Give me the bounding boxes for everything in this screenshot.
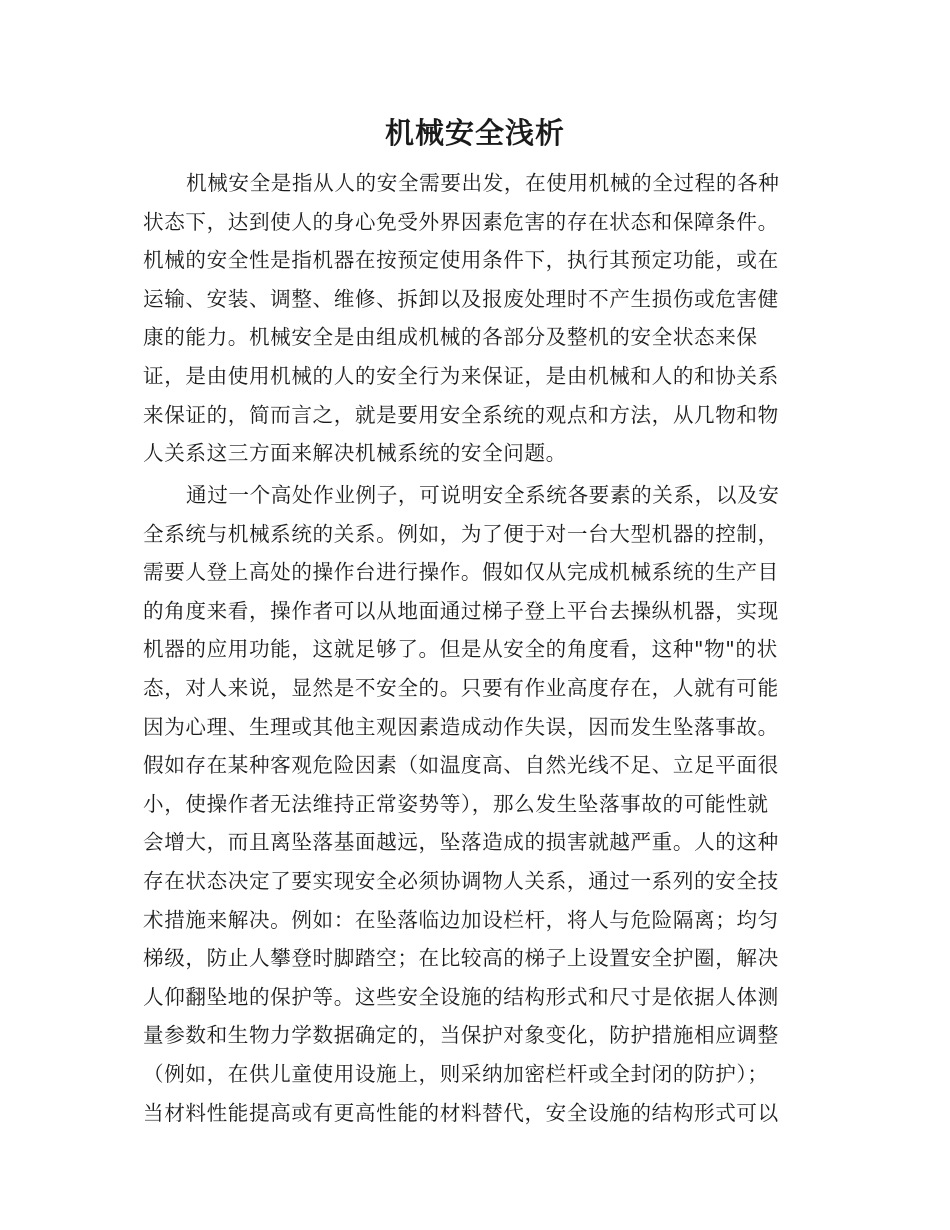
paragraph-line: 通过一个高处作业例子，可说明安全系统各要素的关系，以及安 <box>186 483 780 507</box>
paragraph-line: 假如存在某种客观危险因素（如温度高、自然光线不足、立足平面很 <box>143 753 779 778</box>
paragraph-line: 证，是由使用机械的人的安全行为来保证，是由机械和人的和协关系 <box>143 363 779 388</box>
document-title: 机械安全浅析 <box>384 116 565 150</box>
paragraph-line: 康的能力。机械安全是由组成机械的各部分及整机的安全状态来保 <box>143 325 758 350</box>
paragraph-line: 会增大，而且离坠落基面越远，坠落造成的损害就越严重。人的这种 <box>143 830 779 855</box>
paragraph-line: 存在状态决定了要实现安全必须协调物人关系，通过一系列的安全技 <box>143 868 779 893</box>
paragraph-line: 人仰翻坠地的保护等。这些安全设施的结构形式和尺寸是依据人体测 <box>143 984 779 1009</box>
paragraph-line: 因为心理、生理或其他主观因素造成动作失误，因而发生坠落事故。 <box>143 714 779 739</box>
paragraph-line: （例如，在供儿童使用设施上，则采纳加密栏杆或全封闭的防护）； <box>143 1061 769 1086</box>
paragraph-line: 机器的应用功能，这就足够了。但是从安全的角度看，这种"物"的状 <box>143 637 778 662</box>
paragraph-line: 的角度来看，操作者可以从地面通过梯子登上平台去操纵机器，实现 <box>143 598 779 623</box>
paragraph-line: 态，对人来说，显然是不安全的。只要有作业高度存在，人就有可能 <box>143 675 779 700</box>
paragraph-line: 术措施来解决。例如：在坠落临边加设栏杆，将人与危险隔离；均匀 <box>143 907 779 932</box>
paragraph-line: 小，使操作者无法维持正常姿势等），那么发生坠落事故的可能性就 <box>143 791 769 816</box>
paragraph-line: 梯级，防止人攀登时脚踏空；在比较高的梯子上设置安全护圈，解决 <box>143 946 779 971</box>
paragraph-line: 状态下，达到使人的身心免受外界因素危害的存在状态和保障条件。 <box>143 209 779 234</box>
paragraph-line: 人关系这三方面来解决机械系统的安全问题。 <box>143 441 567 466</box>
paragraph-line: 运输、安装、调整、维修、拆卸以及报废处理时不产生损伤或危害健 <box>143 286 779 311</box>
paragraph-1 <box>143 164 795 473</box>
paragraph-line: 机械的安全性是指机器在按预定使用条件下，执行其预定功能，或在 <box>143 248 779 273</box>
paragraph-line: 需要人登上高处的操作台进行操作。假如仅从完成机械系统的生产目 <box>143 560 779 585</box>
paragraph-line: 来保证的，简而言之，就是要用安全系统的观点和方法，从几物和物 <box>143 402 779 427</box>
paragraph-2 <box>143 476 795 1132</box>
paragraph-line: 当材料性能提高或有更高性能的材料替代，安全设施的结构形式可以 <box>143 1100 779 1125</box>
paragraph-line: 机械安全是指从人的安全需要出发，在使用机械的全过程的各种 <box>186 171 780 195</box>
paragraph-line: 全系统与机械系统的关系。例如，为了便于对一台大型机器的控制， <box>143 521 779 546</box>
paragraph-line: 量参数和生物力学数据确定的，当保护对象变化，防护措施相应调整 <box>143 1023 779 1048</box>
